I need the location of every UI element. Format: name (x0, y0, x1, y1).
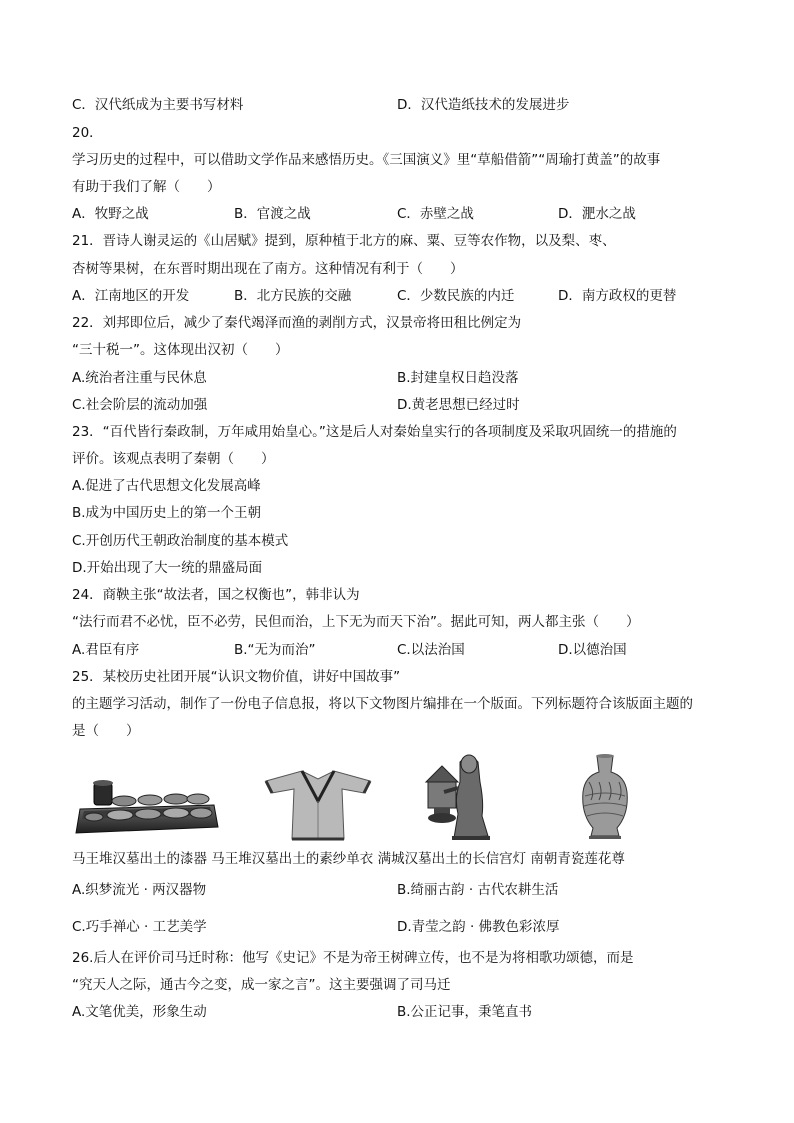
q26-stem-line1: 26.后人在评价司马迁时称：他写《史记》不是为帝王树碑立传，也不是为将相歌功颂德，而是 (72, 950, 634, 966)
q21-option-b[interactable]: B．北方民族的交融 (234, 288, 352, 304)
q22-option-a[interactable]: A.统治者注重与民休息 (72, 370, 207, 386)
q25-option-d[interactable]: D.青莹之韵 · 佛教色彩浓厚 (397, 919, 560, 935)
q26-stem-line2: “究天人之际，通古今之变，成一家之言”。这主要强调了司马迁 (72, 977, 451, 993)
q25-option-a[interactable]: A.织梦流光 · 两汉器物 (72, 882, 207, 898)
q22-option-d[interactable]: D.黄老思想已经过时 (397, 397, 520, 413)
q20-stem-line2: 有助于我们了解（ ） (72, 179, 221, 195)
lacquerware-image (74, 775, 220, 839)
q23-stem-line2: 评价。该观点表明了秦朝（ ） (72, 451, 275, 467)
q25-stem-line1: 25．某校历史社团开展“认识文物价值，讲好中国故事” (72, 669, 401, 685)
q21-stem-line1: 21．晋诗人谢灵运的《山居赋》提到，原种植于北方的麻、粟、豆等农作物，以及梨、枣、 (72, 233, 616, 249)
q20-option-a[interactable]: A．牧野之战 (72, 206, 149, 222)
q20-option-d[interactable]: D．淝水之战 (558, 206, 636, 222)
q23-stem-line1: 23．“百代皆行秦政制，万年咸用始皇心。”这是后人对秦始皇实行的各项制度及采取巩固统一的措施的 (72, 424, 677, 440)
q26-option-b[interactable]: B.公正记事，秉笔直书 (397, 1004, 533, 1020)
q26-option-a[interactable]: A.文笔优美，形象生动 (72, 1004, 207, 1020)
q20-option-c[interactable]: C．赤壁之战 (397, 206, 474, 222)
q22-option-c[interactable]: C.社会阶层的流动加强 (72, 397, 208, 413)
q24-option-b[interactable]: B.“无为而治” (234, 642, 316, 658)
q23-option-a[interactable]: A.促进了古代思想文化发展高峰 (72, 478, 261, 494)
q23-option-d[interactable]: D.开始出现了大一统的鼎盛局面 (72, 560, 263, 576)
q20-option-b[interactable]: B．官渡之战 (234, 206, 311, 222)
celadon-lotus-zun-image (575, 752, 635, 840)
q24-option-c[interactable]: C.以法治国 (397, 642, 465, 658)
q22-stem-line2: “三十税一”。这体现出汉初（ ） (72, 342, 289, 358)
q19-option-d[interactable]: D．汉代造纸技术的发展进步 (397, 97, 570, 113)
q25-option-c[interactable]: C.巧手禅心 · 工艺美学 (72, 919, 207, 935)
q22-option-b[interactable]: B.封建皇权日趋没落 (397, 370, 519, 386)
q25-stem-line2: 的主题学习活动，制作了一份电子信息报，将以下文物图片编排在一个版面。下列标题符合该版面主题的 (72, 696, 693, 712)
q23-option-b[interactable]: B.成为中国历史上的第一个王朝 (72, 505, 262, 521)
q19-option-c[interactable]: C．汉代纸成为主要书写材料 (72, 97, 244, 113)
q22-stem-line1: 22．刘邦即位后，减少了秦代竭泽而渔的剥削方式，汉景帝将田租比例定为 (72, 315, 522, 331)
q24-option-d[interactable]: D.以德治国 (558, 642, 627, 658)
q25-stem-line3: 是（ ） (72, 723, 140, 739)
q24-stem-line1: 24．商鞅主张“故法者，国之权衡也”，韩非认为 (72, 587, 360, 603)
q25-artifact-captions: 马王堆汉墓出土的漆器 马王堆汉墓出土的素纱单衣 满城汉墓出土的长信宫灯 南朝青瓷莲花尊 (72, 851, 625, 867)
q25-option-b[interactable]: B.绮丽古韵 · 古代农耕生活 (397, 882, 559, 898)
q21-option-c[interactable]: C．少数民族的内迁 (397, 288, 515, 304)
q20-number: 20． (72, 125, 103, 141)
q24-stem-line2: “法行而君不必忧，臣不必劳，民但而治，上下无为而天下治”。据此可知，两人都主张（ ） (72, 614, 640, 630)
q20-stem-line1: 学习历史的过程中，可以借助文学作品来感悟历史。《三国演义》里“草船借箭”“周瑜打黄盖”的故事 (72, 152, 661, 168)
q21-stem-line2: 杏树等果树，在东晋时期出现在了南方。这种情况有利于（ ） (72, 261, 464, 277)
changxin-palace-lamp-image (424, 752, 494, 842)
q21-option-a[interactable]: A．江南地区的开发 (72, 288, 190, 304)
plain-gauze-robe-image (262, 767, 374, 841)
q24-option-a[interactable]: A.君臣有序 (72, 642, 140, 658)
q23-option-c[interactable]: C.开创历代王朝政治制度的基本模式 (72, 533, 289, 549)
q21-option-d[interactable]: D．南方政权的更替 (558, 288, 677, 304)
